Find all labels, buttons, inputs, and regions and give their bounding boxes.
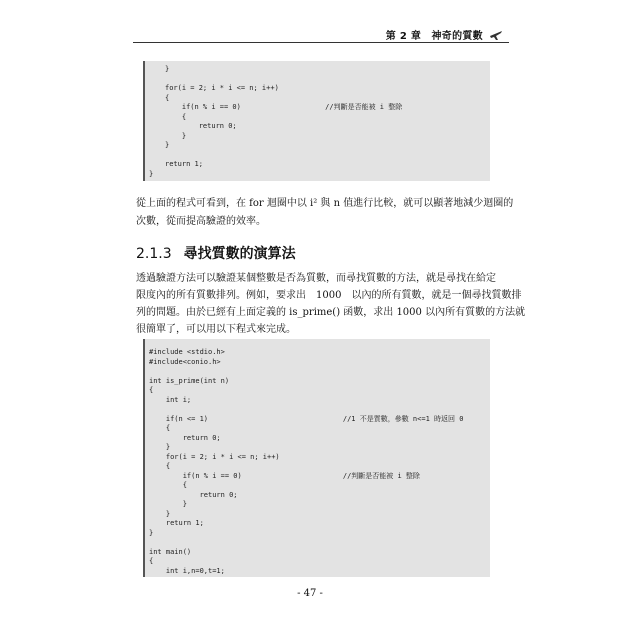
code-line: return 1; (165, 160, 203, 168)
section-heading (136, 243, 296, 263)
code-line: { (149, 557, 154, 565)
code-line: int main() (149, 547, 192, 556)
code-block (143, 339, 490, 577)
code-line: } (165, 131, 187, 140)
code-line: int is_prime(int n) (149, 376, 230, 385)
paragraph-line: 列的問題。由於已經有上面定義的 is_prime() 函數，求出 1000 以內所有質數的方法就 (136, 307, 526, 318)
code-line: if(n % i == 0) //判斷是否能被 i 整除 (165, 103, 403, 111)
code-line: { (149, 386, 154, 394)
code-line: return 1; (149, 519, 204, 527)
chapter-title: 第 2 章 神奇的質數 (385, 31, 483, 42)
code-line: } (149, 528, 154, 537)
paragraph-line: 從上面的程式可看到，在 for 迴圈中以 i² 與 n 值進行比較，就可以顯著地減少迴圈的 (136, 198, 514, 209)
code-line: #include<conio.h> (149, 357, 221, 366)
code-line: #include <stdio.h> (149, 348, 225, 356)
code-line: return 0; (149, 433, 221, 442)
code-line: } (149, 169, 154, 178)
code-line: int i; (149, 395, 192, 404)
code-line: return 0; (149, 490, 238, 499)
code-line: { (165, 93, 170, 102)
paragraph-line: 次數，從而提高驗證的效率。 (136, 216, 266, 227)
code-line: { (149, 481, 187, 489)
code-line: for(i = 2; i * i <= n; i++) (149, 452, 280, 461)
code-line: } (165, 141, 170, 149)
code-line: { (149, 462, 171, 470)
section-number: 2.1.3 (136, 246, 172, 262)
code-line: } (149, 500, 187, 508)
code-line: { (165, 112, 187, 121)
code-line: if(n <= 1) //1 不是質數，參數 n<=1 時返回 0 (149, 414, 464, 423)
running-header (133, 28, 509, 43)
code-line: if(n % i == 0) //判斷是否能被 i 整除 (149, 471, 420, 480)
code-block (143, 61, 490, 181)
paragraph-line: 限度內的所有質數排列。例如，要求出 1000 以內的所有質數，就是一個尋找質數排 (136, 290, 522, 301)
code-line: } (165, 65, 170, 73)
paragraph-line: 很簡單了，可以用以下程式來完成。 (136, 324, 296, 335)
code-line: } (149, 443, 171, 451)
paragraph-line: 透過驗證方法可以驗證某個整數是否為質數，而尋找質數的方法，就是尋找在給定 (136, 273, 496, 284)
page-number: - 47 - (297, 588, 323, 599)
airplane-icon (489, 28, 503, 41)
section-title: 尋找質數的演算法 (183, 246, 296, 262)
code-line: return 0; (165, 122, 237, 130)
code-line: int i,n=0,t=1; (149, 566, 225, 575)
code-line: } (149, 509, 171, 518)
code-line: for(i = 2; i * i <= n; i++) (165, 84, 279, 92)
code-line: { (149, 424, 171, 432)
